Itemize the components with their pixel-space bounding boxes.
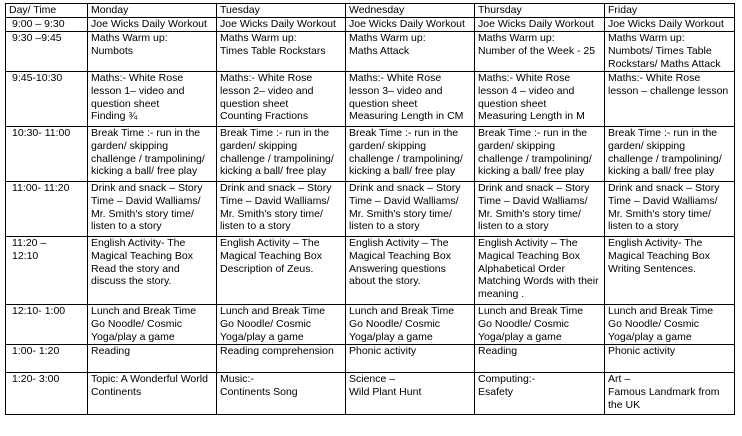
activity-cell: Lunch and Break Time Go Noodle/ Cosmic Yoga/play a game	[346, 305, 475, 345]
activity-cell: Lunch and Break Time Go Noodle/ Cosmic Yoga/play a game	[475, 305, 605, 345]
activity-cell: Reading	[475, 345, 605, 373]
activity-cell: Lunch and Break Time Go Noodle/ Cosmic Yoga/play a game	[605, 305, 735, 345]
activity-cell: English Activity – The Magical Teaching Box Alphabetical Order Matching Words with their meaning .	[475, 237, 605, 305]
table-row	[6, 127, 735, 182]
activity-cell: Joe Wicks Daily Workout	[346, 18, 475, 32]
table-row	[6, 32, 735, 72]
header-monday: Monday	[88, 4, 217, 18]
activity-cell: Lunch and Break Time Go Noodle/ Cosmic Yoga/play a game	[88, 305, 217, 345]
activity-cell: English Activity- The Magical Teaching Box Writing Sentences.	[605, 237, 735, 305]
activity-cell: Reading comprehension	[217, 345, 346, 373]
activity-cell: Maths Warm up: Times Table Rockstars	[217, 32, 346, 72]
activity-cell: Reading	[88, 345, 217, 373]
activity-cell: Maths:- White Rose lesson 3– video and question sheet Measuring Length in CM	[346, 72, 475, 127]
time-cell: 1:20- 3:00	[6, 373, 88, 415]
header-row	[6, 4, 735, 18]
activity-cell: Break Time :- run in the garden/ skipping challenge / trampolining/ kicking a ball/ free play	[475, 127, 605, 182]
time-cell: 9:00 – 9:30	[6, 18, 88, 32]
activity-cell: Joe Wicks Daily Workout	[88, 18, 217, 32]
time-cell: 11:00- 11:20	[6, 182, 88, 237]
timetable	[5, 3, 735, 415]
activity-cell: Maths:- White Rose lesson 2– video and question sheet Counting Fractions	[217, 72, 346, 127]
activity-cell: Drink and snack – Story Time – David Walliams/ Mr. Smith's story time/ listen to a story	[605, 182, 735, 237]
table-row	[6, 305, 735, 345]
activity-cell: Joe Wicks Daily Workout	[217, 18, 346, 32]
activity-cell: Drink and snack – Story Time – David Walliams/ Mr. Smith's story time/ listen to a story	[88, 182, 217, 237]
activity-cell: English Activity – The Magical Teaching Box Answering questions about the story.	[346, 237, 475, 305]
activity-cell: Art – Famous Landmark from the UK	[605, 373, 735, 415]
activity-cell: Drink and snack – Story Time – David Walliams/ Mr. Smith's story time/ listen to a story	[217, 182, 346, 237]
activity-cell: Break Time :- run in the garden/ skipping challenge / trampolining/ kicking a ball/ free play	[88, 127, 217, 182]
activity-cell: Maths:- White Rose lesson 1– video and question sheet Finding ¾	[88, 72, 217, 127]
activity-cell: Drink and snack – Story Time – David Walliams/ Mr. Smith's story time/ listen to a story	[475, 182, 605, 237]
time-cell: 9:30 –9:45	[6, 32, 88, 72]
activity-cell: English Activity – The Magical Teaching Box Description of Zeus.	[217, 237, 346, 305]
header-thursday: Thursday	[475, 4, 605, 18]
activity-cell: Maths:- White Rose lesson 4 – video and question sheet Measuring Length in M	[475, 72, 605, 127]
header-tuesday: Tuesday	[217, 4, 346, 18]
activity-cell: Maths Warm up: Numbots/ Times Table Rockstars/ Maths Attack	[605, 32, 735, 72]
activity-cell: Break Time :- run in the garden/ skipping challenge / trampolining/ kicking a ball/ free play	[605, 127, 735, 182]
table-row	[6, 72, 735, 127]
table-row	[6, 373, 735, 415]
activity-cell: Lunch and Break Time Go Noodle/ Cosmic Yoga/play a game	[217, 305, 346, 345]
activity-cell: English Activity- The Magical Teaching Box Read the story and discuss the story.	[88, 237, 217, 305]
table-row	[6, 345, 735, 373]
time-cell: 11:20 – 12:10	[6, 237, 88, 305]
table-row	[6, 237, 735, 305]
time-cell: 10:30- 11:00	[6, 127, 88, 182]
activity-cell: Science – Wild Plant Hunt	[346, 373, 475, 415]
activity-cell: Joe Wicks Daily Workout	[605, 18, 735, 32]
activity-cell: Computing:- Esafety	[475, 373, 605, 415]
activity-cell: Phonic activity	[346, 345, 475, 373]
activity-cell: Break Time :- run in the garden/ skipping challenge / trampolining/ kicking a ball/ free play	[217, 127, 346, 182]
activity-cell: Drink and snack – Story Time – David Walliams/ Mr. Smith's story time/ listen to a story	[346, 182, 475, 237]
table-row	[6, 18, 735, 32]
activity-cell: Maths Warm up: Maths Attack	[346, 32, 475, 72]
table-row	[6, 182, 735, 237]
header-friday: Friday	[605, 4, 735, 18]
activity-cell: Maths Warm up: Numbots	[88, 32, 217, 72]
activity-cell: Joe Wicks Daily Workout	[475, 18, 605, 32]
time-cell: 9:45-10:30	[6, 72, 88, 127]
activity-cell: Music:- Continents Song	[217, 373, 346, 415]
activity-cell: Maths Warm up: Number of the Week - 25	[475, 32, 605, 72]
time-cell: 1:00- 1:20	[6, 345, 88, 373]
activity-cell: Break Time :- run in the garden/ skipping challenge / trampolining/ kicking a ball/ free play	[346, 127, 475, 182]
header-time: Day/ Time	[6, 4, 88, 18]
activity-cell: Maths:- White Rose lesson – challenge lesson	[605, 72, 735, 127]
time-cell: 12:10- 1:00	[6, 305, 88, 345]
header-wednesday: Wednesday	[346, 4, 475, 18]
activity-cell: Phonic activity	[605, 345, 735, 373]
activity-cell: Topic: A Wonderful World Continents	[88, 373, 217, 415]
